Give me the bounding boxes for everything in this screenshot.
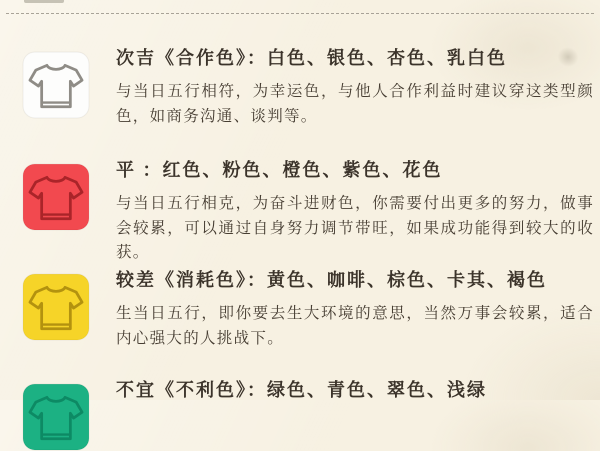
- color-category-row-cooperation: [22, 46, 594, 129]
- color-category-row-neutral: [22, 158, 594, 266]
- color-category-row-unfavorable: [22, 378, 594, 451]
- category-heading: 不宜《不利色》：绿色、青色、翠色、浅绿: [116, 380, 487, 400]
- category-heading: 次吉《合作色》：白色、银色、杏色、乳白色: [116, 48, 507, 68]
- tshirt-icon: [22, 383, 90, 451]
- cropped-element-remnant: [24, 0, 64, 3]
- tshirt-icon: [22, 273, 90, 341]
- color-category-row-consumption: [22, 268, 594, 351]
- dashed-divider: [6, 13, 594, 14]
- category-description: 与当日五行相符，为幸运色，与他人合作利益时建议穿这类型颜色，如商务沟通、谈判等。: [116, 83, 594, 125]
- tshirt-icon: [22, 51, 90, 119]
- category-description: 生当日五行，即你要去生大环境的意思，当然万事会较累，适合内心强大的人挑战下。: [116, 305, 594, 347]
- category-heading: 平 ：红色、粉色、橙色、紫色、花色: [116, 160, 443, 180]
- tshirt-icon: [22, 163, 90, 231]
- category-description: 与当日五行相克，为奋斗进财色，你需要付出更多的努力，做事会较累，可以通过自身努力调节带旺，如果成功能得到较大的收获。: [116, 195, 594, 261]
- category-heading: 较差《消耗色》：黄色、咖啡、棕色、卡其、褐色: [116, 270, 547, 290]
